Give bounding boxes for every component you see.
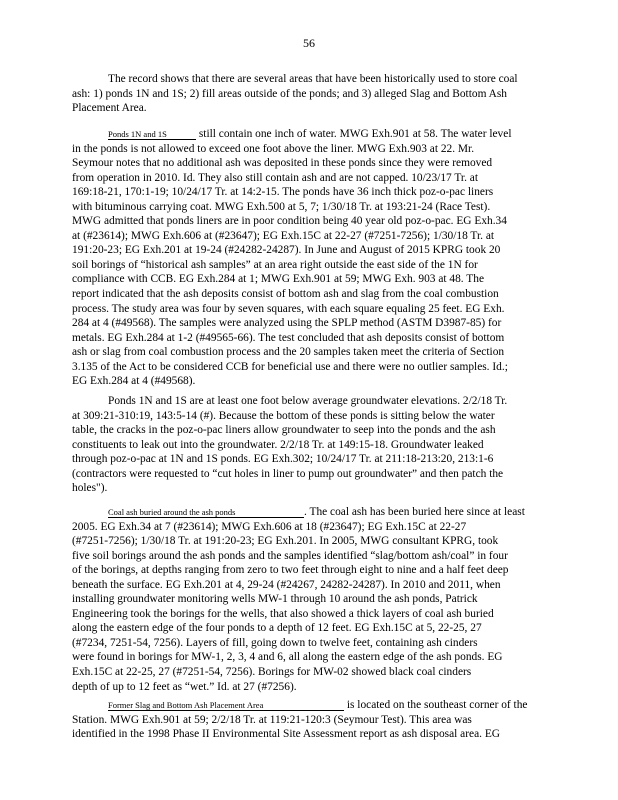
text-line: The record shows that there are several areas that have been historically used to store coal: [108, 73, 518, 85]
text-line: beneath the surface. EG Exh.201 at 4, 29-24 (#24267, 24282-24287). In 2010 and 2011, when: [72, 578, 501, 591]
text-line: Ponds 1N and 1S are at least one foot below average groundwater elevations. 2/2/18 Tr.: [108, 395, 508, 407]
buried-ash-paragraph: [72, 505, 567, 694]
text-line: of the borings, at depths ranging from zero to two feet through eight to nine and a half feet deep: [72, 564, 509, 577]
text-line: ash: 1) ponds 1N and 1S; 2) fill areas outside of the ponds; and 3) alleged Slag and Bottom Ash: [72, 87, 507, 100]
text-line: were found in borings for MW-1, 2, 3, 4 and 6, all along the eastern edge of the ash ponds. EG: [72, 651, 503, 664]
text-line: Engineering took the borings for the wells, that also showed a thick layers of coal ash buried: [72, 607, 494, 620]
text-line: Exh.15C at 22-25, 27 (#7251-54, 7256). Borings for MW-02 showed black coal cinders: [72, 666, 472, 679]
text-line: from operation in 2010. Id. They also still contain ash and are not capped. 10/23/17 Tr. at: [72, 171, 478, 184]
text-line: 2005. EG Exh.34 at 7 (#23614); MWG Exh.606 at 18 (#23647); EG Exh.15C at 22-27: [72, 520, 467, 533]
text-line: Station. MWG Exh.901 at 59; 2/2/18 Tr. at 119:21-120:3 (Seymour Test). This area was: [72, 713, 472, 726]
text-line: (#7251-7256); 1/30/18 Tr. at 191:20-23; EG Exh.201. In 2005, MWG consultant KPRG, took: [72, 535, 499, 548]
ponds-first-line: still contain one inch of water. MWG Exh.901 at 58. The water level: [196, 128, 512, 140]
text-line: with bituminous carrying coat. MWG Exh.500 at 5, 7; 1/30/18 Tr. at 193:21-24 (Race Test).: [72, 200, 491, 213]
buried-ash-heading: Coal ash buried around the ash ponds: [108, 507, 304, 518]
text-line: identified in the 1998 Phase II Environmental Site Assessment report as ash disposal area. EG: [72, 728, 501, 741]
text-line: at 309:21-310:19, 143:5-14 (#). Because the bottom of these ponds is sitting below the water: [72, 409, 495, 422]
text-line: holes").: [72, 482, 108, 495]
text-line: 169:18-21, 170:1-19; 10/24/17 Tr. at 14:2-15. The ponds have 36 inch thick poz-o-pac liners: [72, 186, 494, 199]
text-line: [72, 127, 567, 142]
text-line: table, the cracks in the poz-o-pac liners allow groundwater to seep into the ponds and the ash: [72, 424, 496, 437]
ponds-paragraph: [72, 127, 567, 389]
text-line: metals. EG Exh.284 at 1-2 (#49565-66). The test concluded that ash deposits consist of bottom: [72, 331, 505, 344]
text-line: [72, 505, 567, 520]
text-line: five soil borings around the ash ponds and the samples identified “slag/bottom ash/coal” in four: [72, 549, 508, 562]
text-line: constituents to leak out into the groundwater. 2/2/18 Tr. at 149:15-18. Groundwater leaked: [72, 438, 484, 451]
text-line: compliance with CCB. EG Exh.284 at 1; MWG Exh.901 at 59; MWG Exh. 903 at 48. The: [72, 273, 485, 286]
text-line: 284 at 4 (#49568). The samples were analyzed using the SPLP method (ASTM D3987-85) for: [72, 317, 502, 330]
former-area-paragraph: [72, 698, 567, 742]
ponds-heading: Ponds 1N and 1S: [108, 129, 196, 140]
text-line: report indicated that the ash deposits consist of bottom ash and slag from the coal combustion: [72, 288, 499, 301]
intro-paragraph: [72, 72, 567, 116]
text-line: ash or slag from coal combustion process and the 20 samples taken meet the criteria of Section: [72, 346, 505, 359]
text-line: (contractors were requested to “cut holes in liner to pump out groundwater” and then patch the: [72, 467, 504, 480]
text-line: process. The study area was four by seven squares, with each square equaling 25 feet. EG Exh.: [72, 302, 505, 315]
text-line: (#7234, 7251-54, 7256). Layers of fill, going down to twelve feet, containing ash cinders: [72, 636, 478, 649]
text-line: depth of up to 12 feet as “wet.” Id. at 27 (#7256).: [72, 680, 297, 693]
text-line: soil borings of “historical ash samples” at an area right outside the east side of the 1N for: [72, 258, 478, 271]
text-line: along the eastern edge of the four ponds to a depth of 12 feet. EG Exh.15C at 5, 22-25, 27: [72, 622, 482, 635]
text-line: through poz-o-pac at 1N and 1S ponds. EG Exh.302; 10/24/17 Tr. at 211:18-213:20, 213:1-6: [72, 453, 494, 466]
text-line: MWG admitted that ponds liners are in poor condition being 40 year old poz-o-pac. EG Exh.34: [72, 215, 507, 228]
text-line: EG Exh.284 at 4 (#49568).: [72, 375, 196, 388]
text-line: [72, 698, 567, 713]
text-line: 3.135 of the Act to be considered CCB for beneficial use and there were no outlier samples. Id.;: [72, 360, 508, 373]
text-line: Seymour notes that no additional ash was deposited in these ponds since they were removed: [72, 157, 493, 170]
text-line: in the ponds is not allowed to exceed one foot above the liner. MWG Exh.903 at 22. Mr.: [72, 142, 475, 155]
text-line: 191:20-23; EG Exh.201 at 19-24 (#24282-24287). In June and August of 2015 KPRG took 20: [72, 244, 501, 257]
buried-first-line: . The coal ash has been buried here since at least: [304, 506, 525, 518]
text-line: installing groundwater monitoring wells MW-1 through 10 around the ash ponds, Patrick: [72, 593, 478, 606]
former-area-heading: Former Slag and Bottom Ash Placement Area: [108, 700, 344, 711]
former-first-line: is located on the southeast corner of the: [344, 699, 528, 711]
text-line: at (#23614); MWG Exh.606 at (#23647); EG Exh.15C at 22-27 (#7251-7256); 1/30/18 Tr. at: [72, 229, 495, 242]
page-number: 56: [303, 36, 315, 50]
groundwater-paragraph: [72, 394, 567, 496]
text-line: Placement Area.: [72, 102, 147, 115]
